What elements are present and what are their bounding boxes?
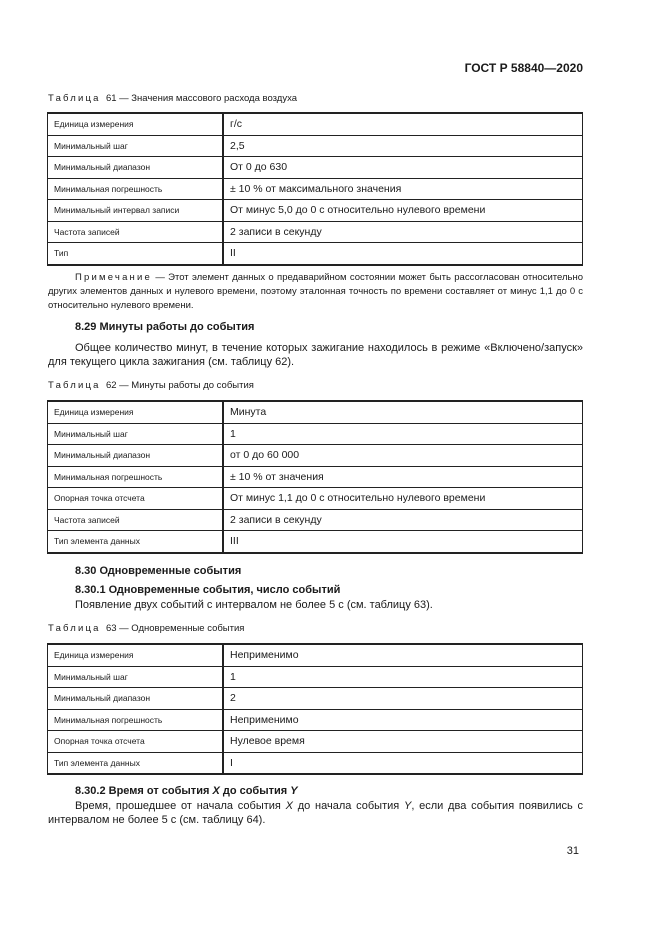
table-cell-value: Нулевое время bbox=[223, 731, 583, 753]
heading-part: 8.30.2 Время от события bbox=[75, 785, 213, 797]
table-cell-key: Минимальный шаг bbox=[48, 135, 224, 157]
table-cell-value: от 0 до 60 000 bbox=[223, 445, 583, 467]
table-cell-key: Частота записей bbox=[48, 509, 224, 531]
table-cell-key: Единица измерения bbox=[48, 644, 224, 666]
table-row bbox=[48, 466, 583, 488]
table-cell-value: 2,5 bbox=[223, 135, 583, 157]
table-cell-value: ± 10 % от значения bbox=[223, 466, 583, 488]
page-number: 31 bbox=[566, 845, 579, 857]
table-row bbox=[48, 445, 583, 467]
table-cell-key: Тип bbox=[48, 243, 224, 265]
table-cell-key: Минимальный диапазон bbox=[48, 157, 224, 179]
section-8-30-1-paragraph: Появление двух событий с интервалом не более 5 с (см. таблицу 63). bbox=[75, 599, 433, 611]
table-cell-value: г/с bbox=[223, 113, 583, 135]
table-caption-prefix: Таблица bbox=[48, 380, 101, 391]
heading-var-x: X bbox=[212, 785, 220, 797]
table-cell-value: ± 10 % от максимального значения bbox=[223, 178, 583, 200]
table-row bbox=[48, 200, 583, 222]
table-cell-key: Тип элемента данных bbox=[48, 752, 224, 774]
section-8-30-2-heading bbox=[75, 785, 298, 797]
table-row bbox=[48, 135, 583, 157]
para-var-y: Y bbox=[403, 800, 412, 812]
table-cell-value: От 0 до 630 bbox=[223, 157, 583, 179]
table-cell-value: Неприменимо bbox=[223, 709, 583, 731]
section-8-29-paragraph: Общее количество минут, в течение которых зажигание находилось в режиме «Включено/запуск» для текущего цикла зажигания (см. таблицу 62). bbox=[48, 342, 583, 368]
document-header-id: ГОСТ Р 58840—2020 bbox=[464, 61, 583, 75]
table-cell-key: Минимальная погрешность bbox=[48, 709, 224, 731]
table-cell-value: От минус 1,1 до 0 с относительно нулевого времени bbox=[223, 488, 583, 510]
table-row bbox=[48, 113, 583, 135]
heading-var-y: Y bbox=[290, 785, 298, 797]
table-cell-value: Неприменимо bbox=[223, 644, 583, 666]
table-cell-value: III bbox=[223, 531, 583, 553]
table-62-caption bbox=[48, 380, 254, 391]
table-63 bbox=[47, 643, 583, 775]
table-row bbox=[48, 243, 583, 265]
table-caption-prefix: Таблица bbox=[48, 623, 101, 634]
table-cell-value: 1 bbox=[223, 423, 583, 445]
table-cell-key: Единица измерения bbox=[48, 401, 224, 423]
table-row bbox=[48, 731, 583, 753]
table-row bbox=[48, 157, 583, 179]
table-cell-key: Минимальный диапазон bbox=[48, 688, 224, 710]
section-8-30-2-paragraph bbox=[48, 799, 583, 827]
table-cell-value: 2 bbox=[223, 688, 583, 710]
table-row bbox=[48, 221, 583, 243]
table-cell-value: II bbox=[223, 243, 583, 265]
table-cell-key: Тип элемента данных bbox=[48, 531, 224, 553]
table-cell-value: 2 записи в секунду bbox=[223, 221, 583, 243]
table-cell-key: Минимальный интервал записи bbox=[48, 200, 224, 222]
table-row bbox=[48, 488, 583, 510]
table-cell-key: Минимальный шаг bbox=[48, 423, 224, 445]
table-cell-value: Минута bbox=[223, 401, 583, 423]
table-row bbox=[48, 178, 583, 200]
table-cell-value: 2 записи в секунду bbox=[223, 509, 583, 531]
table-cell-value: I bbox=[223, 752, 583, 774]
section-8-29-heading: 8.29 Минуты работы до события bbox=[75, 321, 255, 333]
section-8-30-1-heading: 8.30.1 Одновременные события, число событий bbox=[75, 584, 341, 596]
table-cell-key: Частота записей bbox=[48, 221, 224, 243]
table-row bbox=[48, 423, 583, 445]
table-caption-text: 63 — Одновременные события bbox=[105, 623, 245, 634]
table-row bbox=[48, 666, 583, 688]
table-cell-key: Опорная точка отсчета bbox=[48, 488, 224, 510]
table-row bbox=[48, 709, 583, 731]
table-61 bbox=[47, 112, 583, 266]
note-text: — Этот элемент данных о предаварийном состоянии может быть рассогласован относительно других элементов данных и нулевого времени, поэтому эталонная точность по времени составляет от минус 1,1 до 0 с относительно нулевого времени. bbox=[48, 272, 583, 311]
table-caption-text: 61 — Значения массового расхода воздуха bbox=[105, 93, 298, 104]
table-cell-value: 1 bbox=[223, 666, 583, 688]
table-cell-key: Минимальный диапазон bbox=[48, 445, 224, 467]
table-row bbox=[48, 644, 583, 666]
para-part: Время, прошедшее от начала события bbox=[75, 800, 286, 812]
para-var-x: X bbox=[285, 800, 293, 812]
table-61-note bbox=[48, 271, 583, 313]
table-62 bbox=[47, 400, 583, 554]
table-cell-key: Единица измерения bbox=[48, 113, 224, 135]
table-63-caption bbox=[48, 623, 244, 634]
section-8-30-heading: 8.30 Одновременные события bbox=[75, 565, 242, 577]
heading-part: до события bbox=[219, 785, 291, 797]
table-caption-prefix: Таблица bbox=[48, 93, 101, 104]
table-row bbox=[48, 688, 583, 710]
table-row bbox=[48, 509, 583, 531]
table-cell-value: От минус 5,0 до 0 с относительно нулевого времени bbox=[223, 200, 583, 222]
table-caption-text: 62 — Минуты работы до события bbox=[105, 380, 254, 391]
table-cell-key: Минимальный шаг bbox=[48, 666, 224, 688]
para-part: , если два события появились с интервалом не более 5 с (см. таблицу 64). bbox=[48, 800, 583, 826]
note-label: Примечание bbox=[75, 272, 152, 283]
table-row bbox=[48, 401, 583, 423]
table-61-caption bbox=[48, 93, 297, 104]
para-part: до начала события bbox=[292, 800, 404, 812]
table-cell-key: Минимальная погрешность bbox=[48, 466, 224, 488]
table-row bbox=[48, 531, 583, 553]
table-row bbox=[48, 752, 583, 774]
table-cell-key: Минимальная погрешность bbox=[48, 178, 224, 200]
table-cell-key: Опорная точка отсчета bbox=[48, 731, 224, 753]
